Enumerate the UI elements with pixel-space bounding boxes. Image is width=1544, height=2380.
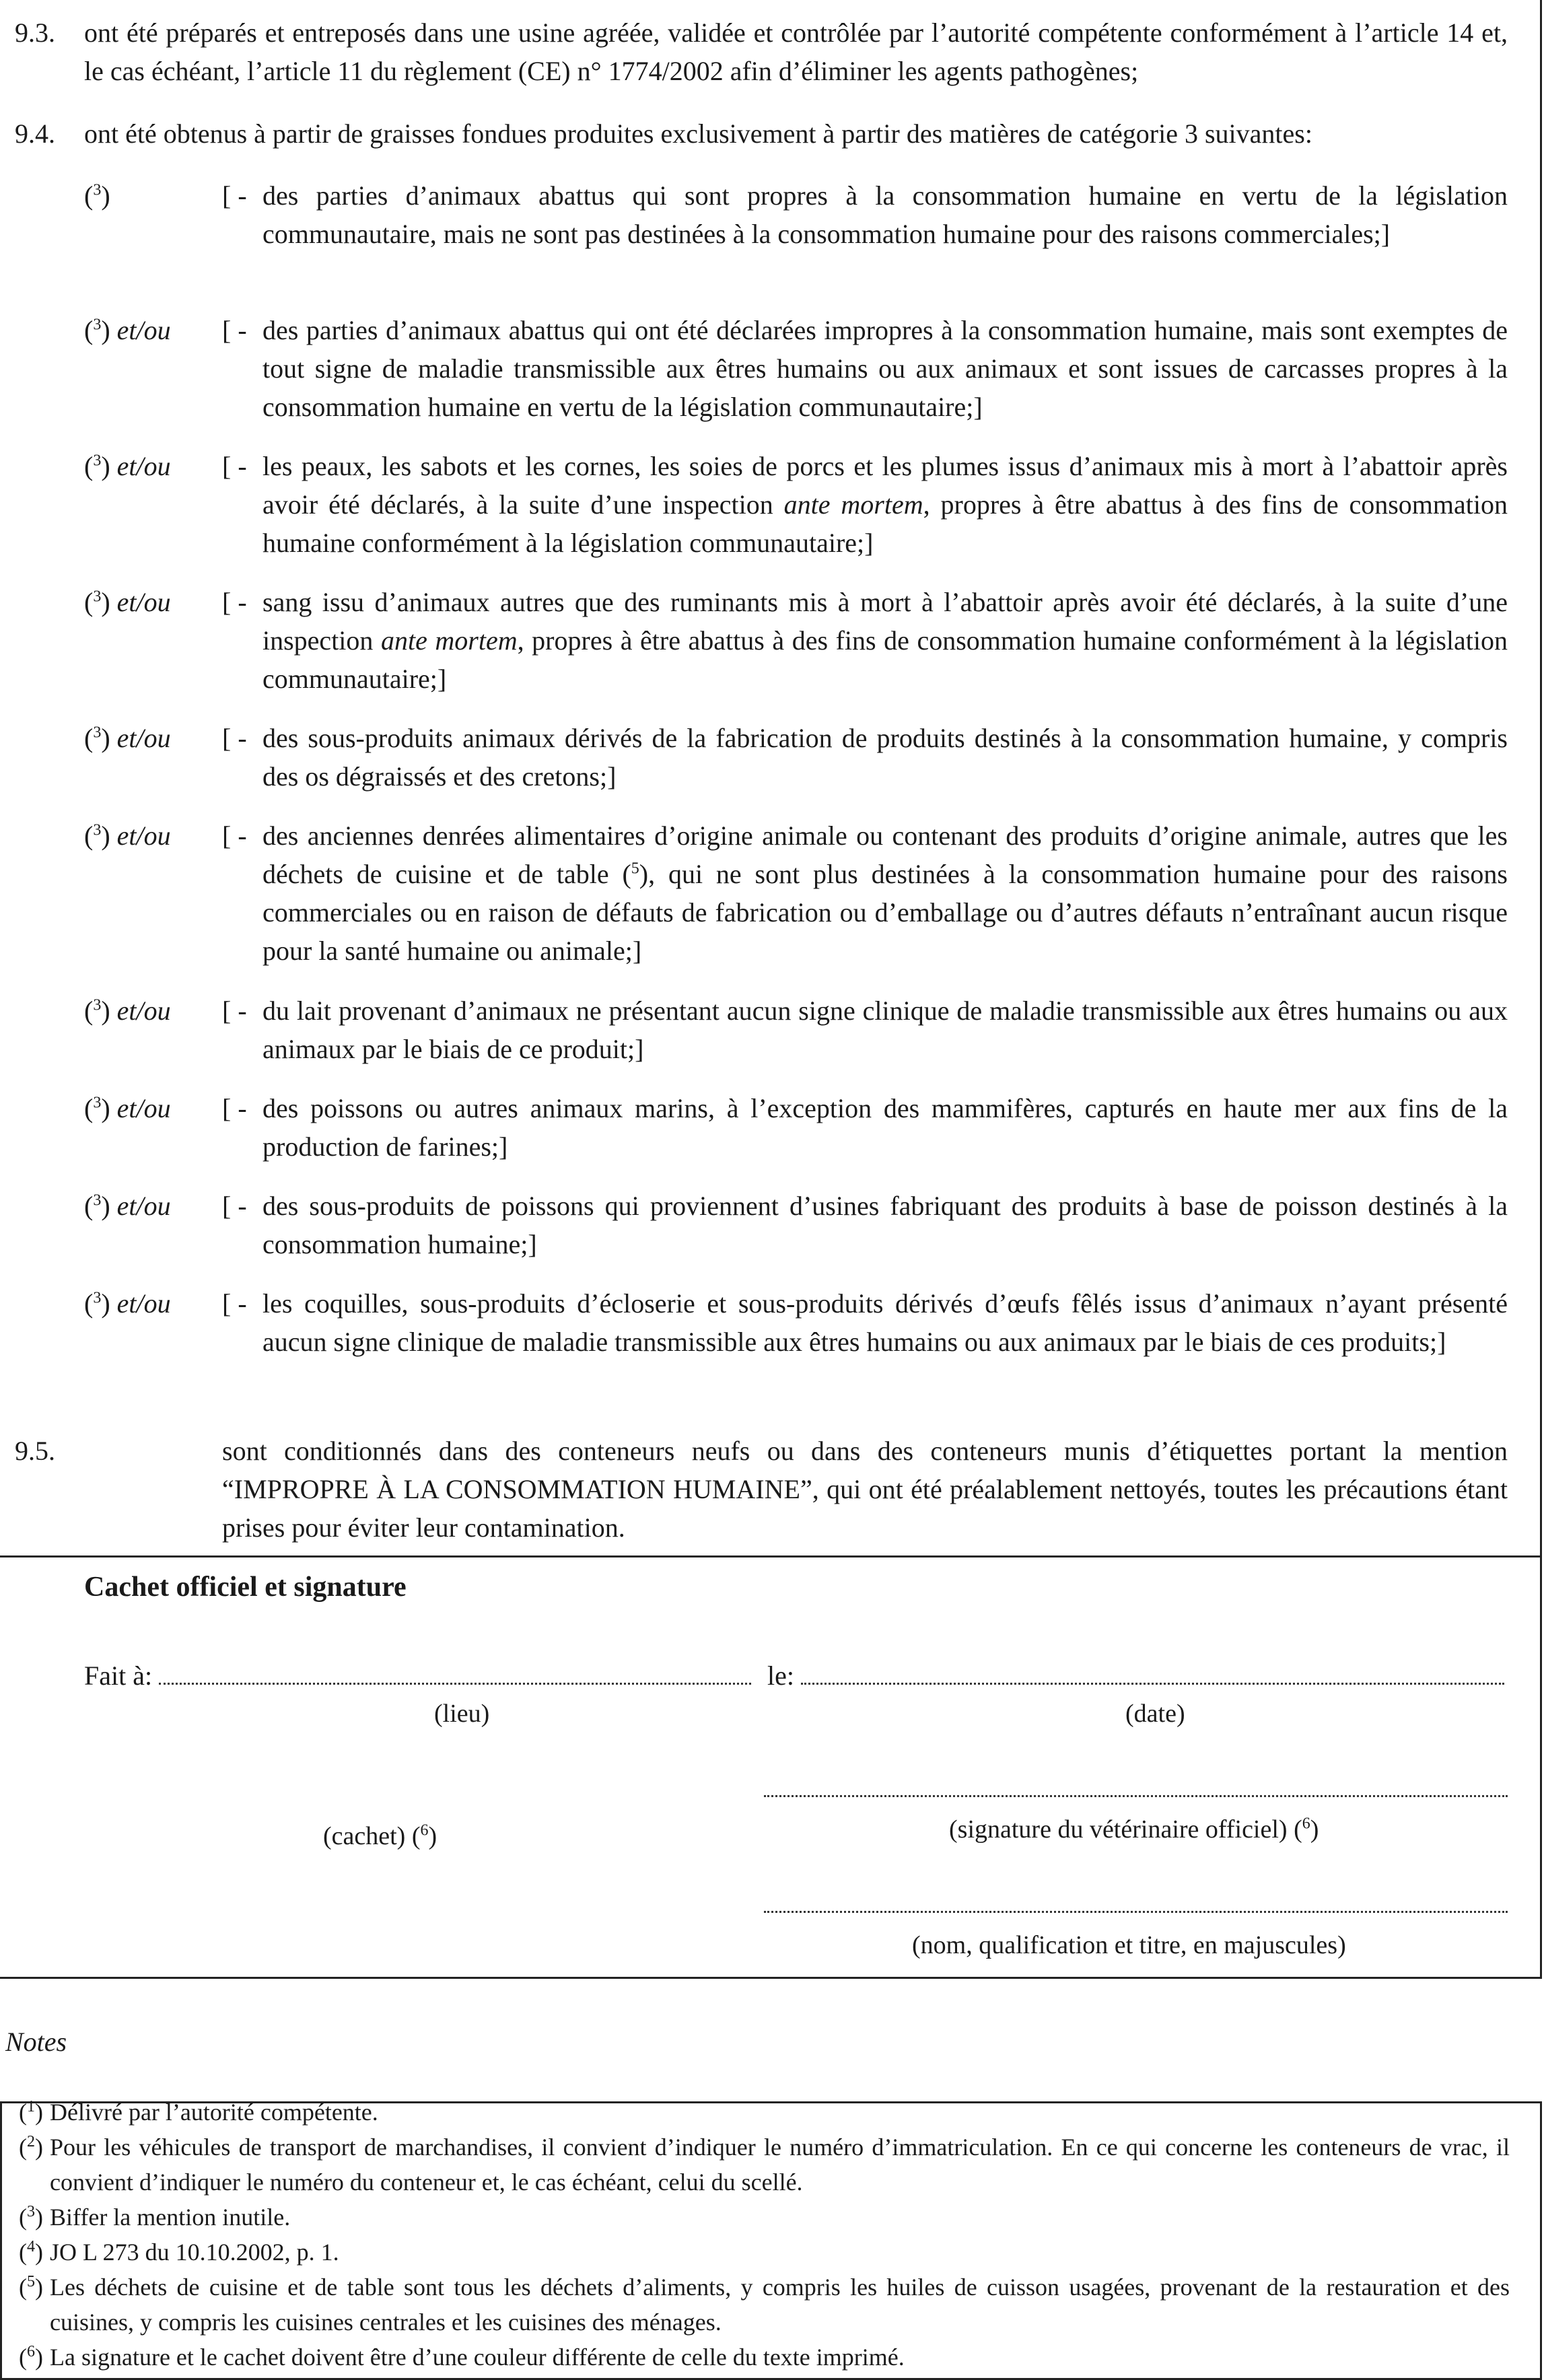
footnote: ($^2$) Pour les véhicules de transport de marchandises, il convient d’indiquer le numéro d’immatriculation. En ce qui concerne les conteneurs de vrac, il convient d’indiquer le numéro du conteneur et, le cas échéant, celui du scellé. [19,2130,1510,2200]
footnote: ($^3$) Biffer la mention inutile. [19,2200,1510,2235]
section-9-3-number: 9.3. [15,18,55,48]
bullet-marker: [ - [222,451,247,481]
date-caption: (date) [1125,1700,1185,1728]
bullet-marker: [ - [222,1288,247,1319]
list-item-text: sang issu d’animaux autres que des ruminants mis à mort à l’abattoir après avoir été déclarés, à la suite d’une inspection ante mortem, propres à être abattus à des fins de consommation humaine conformément à la législation communautaire;] [262,587,1508,694]
footnote-mark: ($^1$) [19,2098,43,2126]
footnote-mark: ($^4$) [19,2238,43,2266]
place-dotted-line[interactable] [159,1656,751,1685]
list-item-text: des anciennes denrées alimentaires d’origine animale ou contenant des produits d’origine animale, autres que les déchets de cuisine et de table ($^5$), qui ne sont plus destinées à la consommation humaine pour des raisons commerciales ou en raison de défauts de fabrication ou d’emballage ou d’autres défauts n’entraînant aucun risque pour la santé humaine ou animale;] [262,820,1508,966]
bullet-marker: [ - [222,1191,247,1221]
section-divider [0,1555,1542,1558]
bullet-marker: [ - [222,180,247,211]
bullet-marker: [ - [222,995,247,1026]
footnote-ref: ($^3$) et/ou [84,1093,171,1123]
bullet-marker: [ - [222,587,247,617]
stamp-title: Cachet officiel et signature [84,1572,407,1603]
footnote-ref: ($^3$) et/ou [84,723,171,753]
list-item-text: des sous-produits animaux dérivés de la fabrication de produits destinés à la consommation humaine, y compris des os dégraissés et des cretons;] [262,723,1508,792]
footnote-mark: ($^6$) [19,2343,43,2371]
footnote-ref: ($^3$) et/ou [84,315,171,345]
date-field[interactable] [767,1656,1504,1695]
list-item-text: les peaux, les sabots et les cornes, les soies de porcs et les plumes issus d’animaux mis à mort à l’abattoir après avoir été déclarés, à la suite d’une inspection ante mortem, propres à être abattus à des fins de consommation humaine conformément à la législation communautaire;] [262,451,1508,558]
list-item-text: les coquilles, sous-produits d’écloserie et sous-produits dérivés d’œufs fêlés issus d’animaux n’ayant présenté aucun signe clinique de maladie transmissible aux êtres humains ou aux animaux par le biais de ces produits;] [262,1288,1508,1357]
footnote-ref: ($^3$) et/ou [84,451,171,481]
list-item-text: des parties d’animaux abattus qui ont été déclarées impropres à la consommation humaine, mais sont exemptes de tout signe de maladie transmissible aux êtres humains ou aux animaux et sont issues de carcasses propres à la consommation humaine en vertu de la législation communautaire;] [262,315,1508,422]
footnote: ($^5$) Les déchets de cuisine et de table sont tous les déchets d’aliments, y compris les huiles de cuisson usagées, provenant de la restauration et des cuisines, y compris les cuisines centrales et les cuisines des ménages. [19,2270,1510,2340]
signature-dotted-line[interactable] [764,1794,1508,1797]
footnote-ref: ($^3$) et/ou [84,820,171,851]
place-label: Fait à: [84,1660,153,1691]
footnote-mark: ($^5$) [19,2273,43,2301]
list-item-text: des parties d’animaux abattus qui sont propres à la consommation humaine en vertu de la législation communautaire, mais ne sont pas destinées à la consommation humaine pour des raisons commerciales;] [262,180,1508,249]
section-9-5-text: sont conditionnés dans des conteneurs neufs ou dans des conteneurs munis d’étiquettes portant la mention “IMPROPRE À LA CONSOMMATION HUMAINE”, qui ont été préalablement nettoyés, toutes les précautions étant prises pour éviter leur contamination. [222,1436,1508,1543]
footnote-ref: ($^3$) [84,180,110,211]
place-caption: (lieu) [434,1700,490,1728]
name-dotted-line[interactable] [764,1910,1508,1913]
section-9-5-number: 9.5. [15,1436,55,1466]
footnote-mark: ($^2$) [19,2133,43,2161]
section-9-3-text: ont été préparés et entreposés dans une usine agréée, validée et contrôlée par l’autorité compétente conformément à l’article 14 et, le cas échéant, l’article 11 du règlement (CE) n° 1774/2002 afin d’éliminer les agents pathogènes; [84,18,1508,86]
list-item-text: des poissons ou autres animaux marins, à l’exception des mammifères, capturés en haute mer aux fins de la production de farines;] [262,1093,1508,1162]
bullet-marker: [ - [222,1093,247,1123]
bullet-marker: [ - [222,315,247,345]
signature-caption: (signature du vétérinaire officiel) ($^6$) [949,1815,1319,1844]
footnote-ref: ($^3$) et/ou [84,587,171,617]
section-9-4-text: ont été obtenus à partir de graisses fondues produites exclusivement à partir des matières de catégorie 3 suivantes: [84,118,1312,149]
bullet-marker: [ - [222,723,247,753]
footnote-ref: ($^3$) et/ou [84,1191,171,1221]
footnote: ($^4$) JO L 273 du 10.10.2002, p. 1. [19,2235,1510,2270]
name-caption: (nom, qualification et titre, en majuscules) [912,1931,1346,1959]
cachet-caption: (cachet) ($^6$) [323,1821,437,1850]
date-dotted-line[interactable] [801,1656,1504,1685]
section-9-4-number: 9.4. [15,118,55,149]
date-label: le: [767,1660,794,1691]
footnote-mark: ($^3$) [19,2203,43,2231]
footnote: ($^1$) Délivré par l’autorité compétente. [19,2095,1510,2130]
list-item-text: du lait provenant d’animaux ne présentant aucun signe clinique de maladie transmissible aux êtres humains ou aux animaux par le biais de ce produit;] [262,995,1508,1064]
bullet-marker: [ - [222,820,247,851]
notes-title: Notes [5,2027,67,2057]
place-field[interactable] [84,1656,751,1695]
footnote-ref: ($^3$) et/ou [84,1288,171,1319]
list-item-text: des sous-produits de poissons qui proviennent d’usines fabriquant des produits à base de poisson destinés à la consommation humaine;] [262,1191,1508,1259]
footnote-ref: ($^3$) et/ou [84,995,171,1026]
footnote: ($^6$) La signature et le cachet doivent être d’une couleur différente de celle du texte imprimé. [19,2340,1510,2375]
